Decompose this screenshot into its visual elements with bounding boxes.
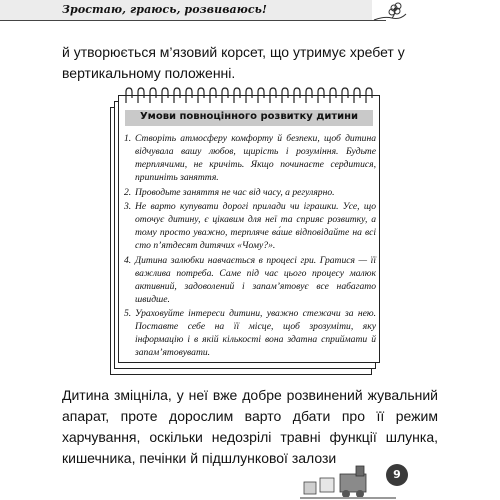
running-title: Зростаю, граюсь, розвиваюсь! — [62, 3, 267, 16]
page-number-badge: 9 — [386, 464, 408, 486]
conditions-list — [124, 132, 376, 361]
toy-train-icon — [300, 462, 396, 500]
list-item: 3. Не варто купувати дорогі прилади чи іграшки. Усе, що оточує дитину, є цікавим для неї та сприяє розвитку, а тому просто уважно, терпляче ва́ше відповідайте на всі сто п’ятдесят дитячих «Чому?». — [124, 201, 376, 251]
running-header — [0, 0, 500, 22]
list-item: 5. Ураховуйте інтереси дитини, уважно стежачи за нею. Поставте себе на її місце, щоб зрозуміти, яку інформацію і в якій кількості вона здатна сприймати й запам’ятовувати. — [124, 308, 376, 358]
flower-icon — [372, 0, 408, 24]
list-item: 4. Дитина залюбки навчається в процесі гри. Гратися — її важлива потреба. Саме під час цього процесу малюк активний, задоволений і запам’ятовує все набагато швидше. — [124, 254, 376, 305]
header-rule — [0, 20, 386, 21]
list-item: 2. Проводьте заняття не час від часу, а регулярно. — [124, 186, 335, 198]
closing-paragraph: Дитина зміцніла, у неї вже добре розвинений жувальний апарат, проте дорослим варто дбати про її режим харчування, оскільки недозрілі травні функції шлунка, кишечника, печінки й підшлункової залози — [62, 387, 438, 466]
notebook-front-page — [118, 95, 380, 363]
intro-paragraph: й утворюється м’язовий корсет, що утримує хребет у вертикальному положенні. — [62, 44, 405, 81]
list-item: 1. Створіть атмосферу комфорту й безпеки, щоб дитина відчувала вашу любов, щирість і розуміння. Будьте терплячими, не кричіть. Якщо починаєте сердитися, припиніть заняття. — [124, 133, 376, 183]
notebook-card — [108, 85, 386, 377]
spiral-binding-icon — [118, 86, 380, 104]
notebook-title: Умови повноцінного розвитку дитини — [139, 111, 359, 122]
